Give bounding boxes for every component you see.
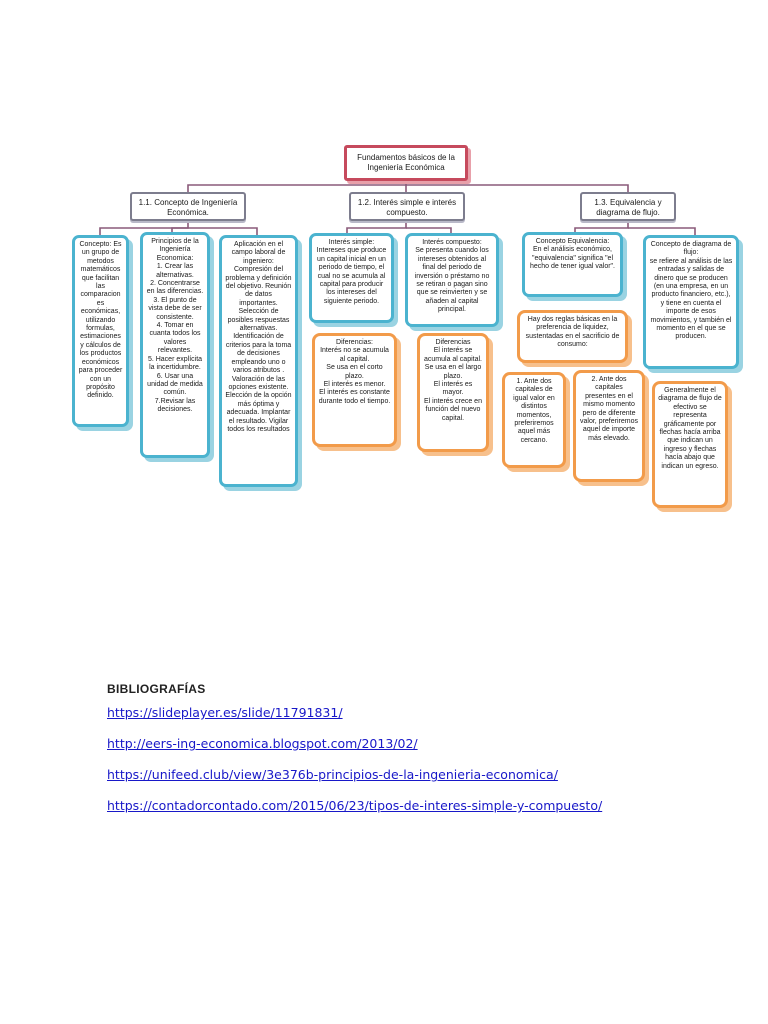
regla-1-box [502,372,566,468]
interes-simple-text: Interés simple: Intereses que produce un capital inicial en un periodo de tiempo, el cual no se acumula al capital para producir los intereses del siguiente periodo. [316,239,387,305]
diagram-title [344,145,468,181]
diferencias-simple-box [312,333,397,447]
regla-2-box [573,370,645,482]
section-header-equivalencia [580,192,676,221]
concepto-text: Concepto: Es un grupo de metodos matemáticos que facilitan las comparacion es económicas, utilizando formulas, estimaciones y cálculos de los productos económicos para proceder con un propósito definido. [78,241,123,400]
diferencias-compuesto-box [417,333,489,452]
diferencias-simple-text: Diferencias: Interés no se acumula al capital. Se usa en el corto plazo. El interés es menor. El interés es constante durante todo el tiempo. [318,339,391,405]
bibliography-link-3[interactable]: https://unifeed.club/view/3e376b-principios-de-la-ingenieria-economica/ [107,767,558,782]
section-header-concepto-text: 1.1. Concepto de Ingeniería Económica. [138,198,238,217]
interes-compuesto-text: Interés compuesto: Se presenta cuando los intereses obtenidos al final del periodo de inversión o préstamo no se retiran o pagan sino que se reinvierten y se añaden al capital principal. [414,239,490,314]
generalmente-box [652,381,728,508]
bibliography-link-1[interactable]: https://slideplayer.es/slide/11791831/ [107,705,343,720]
section-header-interes-text: 1.2. Interés simple e interés compuesto. [357,198,457,217]
principios-box [140,232,210,458]
diagrama-flujo-box [643,235,739,369]
principios-text: Principios de la Ingeniería Economica: 1. Crear las alternativas. 2. Concentrarse en las diferencias. 3. El punto de vista debe de ser consistente. 4. Tomar en cuanta todos los valores relevantes. 5. Hacer explícita la incertidumbre. 6. Usar una unidad de medida común. 7.Revisar las decisiones. [146,238,204,414]
interes-compuesto-box [405,233,499,327]
section-header-equivalencia-text: 1.3. Equivalencia y diagrama de flujo. [594,198,662,217]
diferencias-compuesto-text: Diferencias El interés se acumula al capital. Se usa en el largo plazo. El interés es mayor. El interés crece en función del nuevo capital. [424,339,482,422]
concepto-box [72,235,129,427]
bibliography-title: BIBLIOGRAFÍAS [107,682,206,696]
concepto-equivalencia-text: Concepto Equivalencia: En el análisis económico, "equivalencia" significa "el hecho de tener igual valor". [530,238,615,271]
bibliography-link-4[interactable]: https://contadorcontado.com/2015/06/23/tipos-de-interes-simple-y-compuesto/ [107,798,603,813]
reglas-box [517,310,628,363]
aplicacion-box [219,235,298,487]
regla-1-text: 1. Ante dos capitales de igual valor en distintos momentos, preferiremos aquel más cercano. [513,378,555,444]
section-header-interes [349,192,465,221]
diagrama-flujo-text: Concepto de diagrama de flujo: se refiere al análisis de las entradas y salidas de dinero que se producen (en una empresa, en un producto financiero, etc.), y tiene en cuenta el importe de esos movimientos, y también el momento en el que se producen. [649,241,733,341]
diagram-title-text: Fundamentos básicos de la Ingeniería Económica [357,153,455,172]
generalmente-text: Generalmente el diagrama de flujo de efectivo se representa gráficamente por flechas hacía arriba que indican un ingreso y flechas hacía abajo que indican un egreso. [658,387,722,470]
interes-simple-box [309,233,394,323]
regla-2-text: 2. Ante dos capitales presentes en el mismo momento pero de diferente valor, preferiremos aquel de importe más elevado. [580,376,638,442]
reglas-text: Hay dos reglas básicas en la preferencia de liquidez, sustentadas en el sacrificio de consumo: [525,316,620,349]
bibliography [107,682,667,829]
aplicacion-text: Aplicación en el campo laboral de ingeniero: Compresión del problema y definición del objetivo. Reunión de datos importantes. Selección de posibles respuestas alternativas. Identificación de criterios para la toma de decisiones empleando uno o varios atributos . Valoración de las opciones existente. Elección de la opción más óptima y adecuada. Implantar el resultado. Vigilar todos los resultados [225,241,292,433]
concepto-equivalencia-box [522,232,623,297]
section-header-concepto [130,192,246,221]
bibliography-link-2[interactable]: http://eers-ing-economica.blogspot.com/2013/02/ [107,736,418,751]
